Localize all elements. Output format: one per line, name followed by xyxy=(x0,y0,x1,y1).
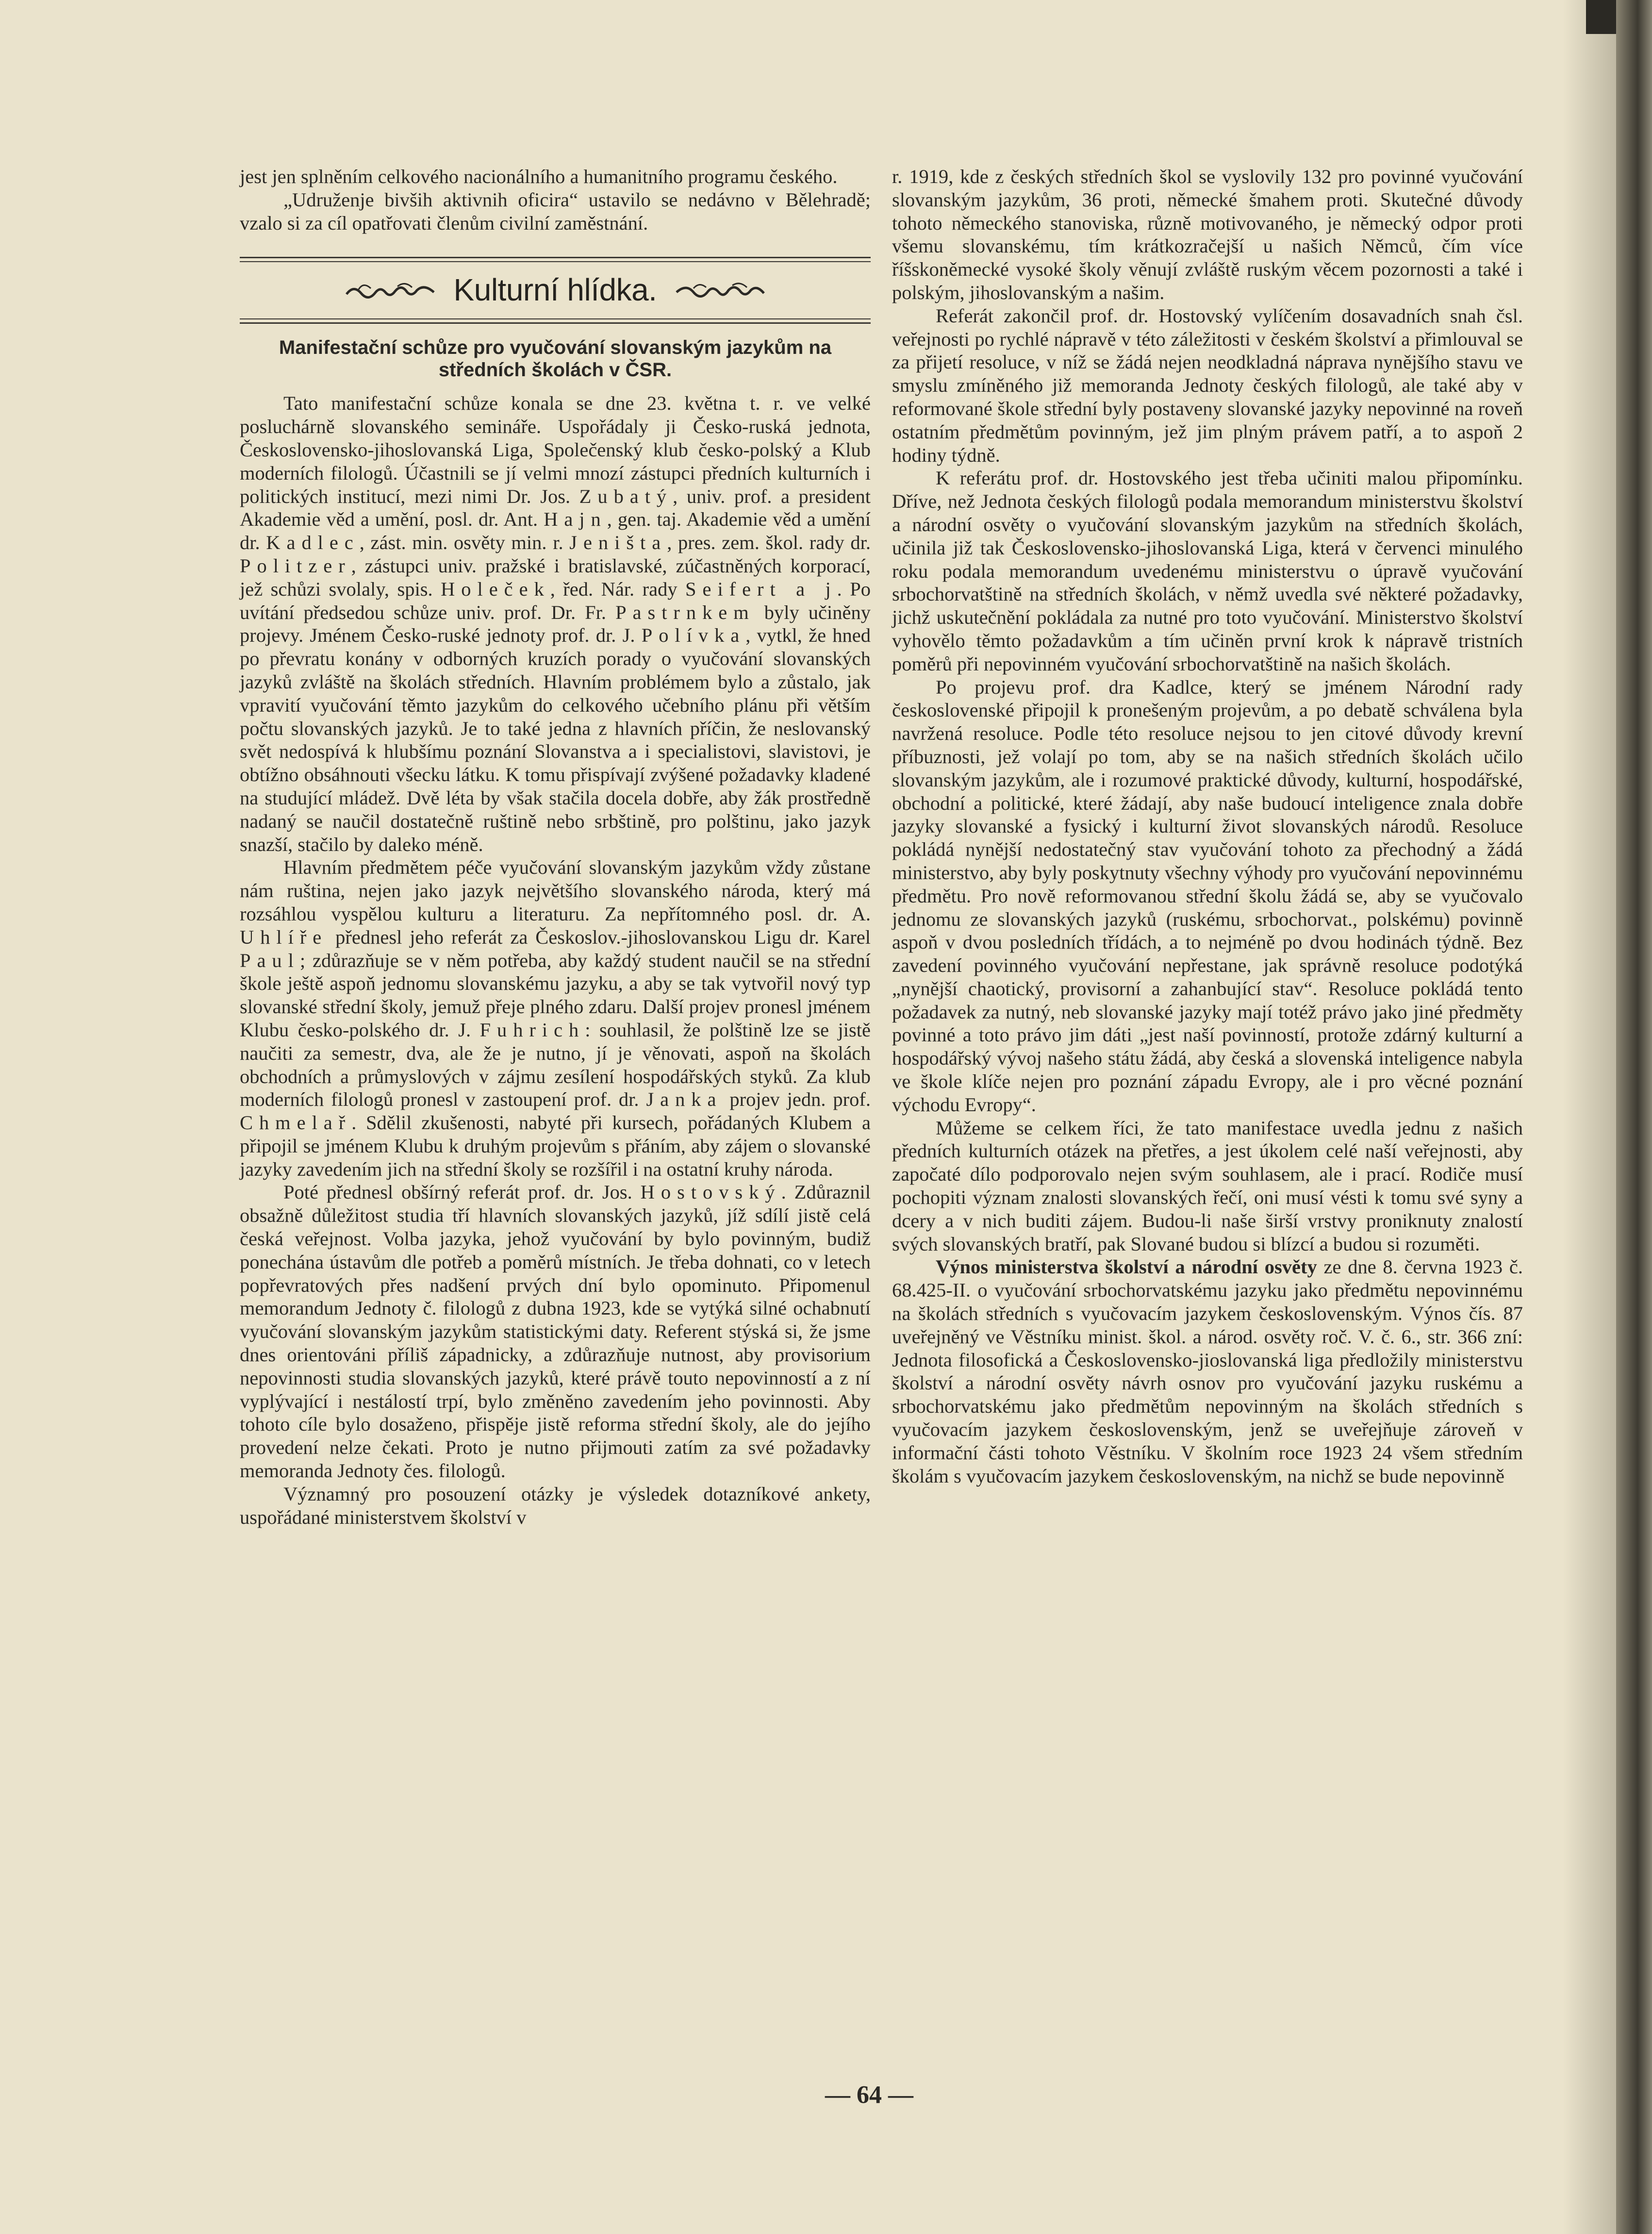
paragraph: Můžeme se celkem říci, že tato manifestace uvedla jednu z našich předních kulturních otázek na přetřes, a jest úkolem celé naší veřejnosti, aby započaté dílo podporovalo nejen svým souhlasem, ale i prací. Rodiče musí pochopiti význam znalosti slovanských řečí, oni musí vésti k tomu své syny a dcery a v nich buditi zájem. Budou-li naše širší vrstvy proniknuty znalostí svých slovanských bratří, pak Slované budou si blízcí a budou si rozuměti. xyxy=(892,1117,1523,1255)
paragraph: r. 1919, kde z českých středních škol se vyslovily 132 pro povinné vyučování slovanským jazykům, 36 proti, německé šmahem proti. Skutečné důvody tohoto německého stanoviska, různě motivovaného, je německý odpor proti všemu slovanskému, tím krátkozračejší u našich Němců, čím více říšskoněmecké vysoké školy věnují zvláště ruským věcem pozornosti a také i polským, jihoslovanským a našim. xyxy=(892,166,1523,303)
section-rule-top xyxy=(240,257,871,258)
book-spine xyxy=(1616,0,1652,2234)
article-title: Manifestační schůze pro vyučování slovanským jazykům na středních školách v ČSR. xyxy=(279,337,832,381)
ornament-right xyxy=(674,280,766,301)
section-rule-bottom xyxy=(240,318,871,319)
right-column xyxy=(892,165,1523,1487)
corner-fold xyxy=(1586,0,1616,34)
page-number: — 64 — xyxy=(825,2081,913,2109)
decree-title: Výnos ministerstva školství a národní osvěty xyxy=(936,1256,1317,1278)
left-column xyxy=(240,165,871,1529)
paragraph: Výnos ministerstva školství a národní osvěty ze dne 8. června 1923 č. 68.425-II. o vyučování srbochorvatskému jazyku jako předmětu nepovinnému na školách středních s vyučovacím jazykem československým. Výnos čís. 87 uveřejněný ve Věstníku minist. škol. a národ. osvěty roč. V. č. 6., str. 366 zní: Jednota filosofická a Československo-jioslovanská liga předložily ministerstvu školství a národní osvěty návrh osnov pro vyučování jazyku ruskému a srbochorvatskému jako předmětům nepovinným na školách středních s vyučovacím jazykem československým, jenž se uveřejňuje zároveň v informační části tohoto Věstníku. V školním roce 1923 24 všem středním školám s vyučovacím jazykem československým, na nichž se bude nepovinně xyxy=(892,1256,1523,1487)
paragraph: jest jen splněním celkového nacionálního a humanitního programu českého. xyxy=(240,166,838,187)
section-rule-bottom xyxy=(240,322,871,324)
paragraph: K referátu prof. dr. Hostovského jest třeba učiniti malou připomínku. Dříve, než Jednota českých filologů podala memorandum ministerstvu školství a národní osvěty o vyučování slovanským jazykům na středních školách, učinila již tak Československo-jihoslovanská Liga, která v červenci minulého roku podala memorandum uvedenému ministerstvu o úpravě vyučování srbochorvatštině na středních školách, v němž uvedla své některé požadavky, jichž uskutečnění pokládala za nutné pro toto vyučování. Ministerstvo školství vyhovělo těmto požadavkům a tím učiněn první krok k nápravě tristních poměrů při nepovinném vyučování srbochorvatštině na našich školách. xyxy=(892,467,1523,675)
paragraph: Hlavním předmětem péče vyučování slovanským jazykům vždy zůstane nám ruština, nejen jako jazyk největšího slovanského národa, který má rozsáhlou vyspělou kulturu a literaturu. Za nepřítomného posl. dr. A. Uhlíře přednesl jeho referát za Českoslov.-jihoslovanskou Ligu dr. Karel Paul; zdůrazňuje se v něm potřeba, aby každý student naučil se na střední škole ještě aspoň jednomu slovanskému jazyku, a aby se tak vytvořil nový typ slovanské střední školy, jemuž přeje plného zdaru. Další projev pronesl jménem Klubu česko-polského dr. J. Fuhrich: souhlasil, že polštině lze se jistě naučiti za semestr, dva, ale že je nutno, jí je věnovati, aspoň na školách obchodních a průmyslových v zájmu zesílení hospodářských styků. Za klub moderních filologů pronesl v zastoupení prof. dr. Janka projev jedn. prof. Chmelař. Sdělil zkušenosti, nabyté při kursech, pořádaných Klubem a připojil se jménem Klubu k druhým projevům s přáním, aby zájem o slovanské jazyky zavedením jich na střední školy se rozšířil i na ostatní kruhy národa. xyxy=(240,856,871,1180)
paragraph: „Udruženje bivših aktivnih oficira“ ustavilo se nedávno v Bělehradě; vzalo si za cíl opatřovati členům civilní zaměstnání. xyxy=(240,188,871,234)
page-shadow xyxy=(1563,0,1616,2234)
ornament-left xyxy=(344,280,436,301)
paragraph: Poté přednesl obšírný referát prof. dr. Jos. Hostovský. Zdůraznil obsažně důležitost studia tří hlavních slovanských jazyků, jíž sdílí jistě celá česká veřejnost. Volba jazyka, jehož vyučování by bylo povinným, budiž ponechána ústavům dle potřeb a poměrů místních. Je třeba dohnati, co v letech popřevratových přes nadšení prvých dní bylo opominuto. Připomenul memorandum Jednoty č. filologů z dubna 1923, kde se vytýká silné ochabnutí vyučování slovanským jazykům statistickými daty. Referent stýská si, že jsme dnes orientováni příliš západnicky, a zdůrazňuje nutnost, aby provisorium nepovinnosti studia slovanských jazyků, které právě touto nepovinností a z ní vyplývající i nestálostí trpí, bylo změněno zavedením jeho povinnosti. Aby tohoto cíle bylo dosaženo, přispěje jistě reforma střední školy, ale do jejího provedení nelze čekati. Proto je nutno přijmouti zatím za své požadavky memoranda Jednoty čes. filologů. xyxy=(240,1181,871,1482)
section-heading xyxy=(240,262,871,318)
section-heading-text: Kulturní hlídka. xyxy=(453,272,657,308)
paragraph: Po projevu prof. dra Kadlce, který se jménem Národní rady československé připojil k pronešeným projevům, a po debatě schválena byla navržená resoluce. Podle této resoluce nejsou to jen citové důvody krevní příbuznosti, jež volají po tom, aby se na našich středních školách učilo slovanským jazykům, ale i rozumové praktické důvody, kulturní, hospodářské, obchodní a politické, které žádají, aby naše budoucí inteligence znala dobře jazyky slovanské a fysický i kulturní život slovanských národů. Resoluce pokládá nynější nedostatečný stav vyučování tohoto za přechodný a žádá ministerstvo, aby byly poskytnuty všechny výhody pro vyučování nepovinnému předmětu. Pro nově reformovanou střední školu žádá se, aby se vyučovalo jednomu ze slovanských jazyků (ruskému, srbochorvat., polskému) povinně aspoň v dvou posledních třídách, a to nejméně po dvou hodinách týdně. Bez zavedení povinného vyučování nepřestane, jak správně resoluce podotýká „nynější chaotický, provisorní a zahanbující stav“. Resoluce pokládá tento požadavek za nutný, neb slovanské jazyky mají totéž právo jako jiné předměty povinné a toto právo jim dáti „jest naší povinností, protože zdárný kulturní a hospodářský vývoj našeho státu žádá, aby česká a slovenská inteligence nabyla ve škole klíče nejen pro poznání západu Evropy, ale i pro věcné poznání východu Evropy“. xyxy=(892,676,1523,1116)
paragraph: Referát zakončil prof. dr. Hostovský vylíčením dosavadních snah čsl. veřejnosti po rychlé nápravě v této záležitosti v českém školství a přimlouval se za přijetí resoluce, v níž se žádá nejen neodkladná náprava nynějšího stavu ve smyslu zmíněného již memoranda Jednoty českých filologů, ale také aby v reformované škole střední byly postaveny slovanské jazyky nepovinné na roveň ostatním předmětům povinným, jež jim plným právem patří, a to aspoň 2 hodiny týdně. xyxy=(892,304,1523,466)
paragraph: Tato manifestační schůze konala se dne 23. května t. r. ve velké posluchárně slovanského semináře. Uspořádaly ji Česko-ruská jednota, Československo-jihoslovanská Liga, Společenský klub česko-polský a Klub moderních filologů. Účastnili se jí velmi mnozí zástupci předních kulturních i politických institucí, mezi nimi Dr. Jos. Zubatý, univ. prof. a president Akademie věd a umění, posl. dr. Ant. Hajn, gen. taj. Akademie věd a umění dr. Kadlec, zást. min. osvěty min. r. Jeništa, pres. zem. škol. rady dr. Politzer, zástupci univ. pražské i bratislavské, zúčastněných korporací, jež schůzi svolaly, spis. Holeček, řed. Nár. rady Seifert a j. Po uvítání předsedou schůze univ. prof. Dr. Fr. Pastrnkem byly učiněny projevy. Jménem Česko-ruské jednoty prof. dr. J. Polívka, vytkl, že hned po převratu konány v odborných kruzích porady o vyučování slovanských jazyků zvláště na školách středních. Hlavním problémem bylo a zůstalo, jak vpravití vyučování těmto jazykům do celkového učebního plánu při větším počtu slovanských jazyků. Je to také jedna z hlavních příčin, že neslovanský svět nedospívá k hlubšímu poznání Slovanstva a i specialistovi, slavistovi, je obtížno obsáhnouti všecku látku. K tomu přispívají zvýšené požadavky kladené na studující mládež. Dvě léta by však stačila docela dobře, aby žák prostředně nadaný se naučil dostatečně ruštině nebo srbštině, pro polštinu, jako jazyk snazší, stačilo by daleko méně. xyxy=(240,392,871,855)
paragraph: Významný pro posouzení otázky je výsledek dotazníkové ankety, uspořádané ministerstvem školství v xyxy=(240,1483,871,1528)
